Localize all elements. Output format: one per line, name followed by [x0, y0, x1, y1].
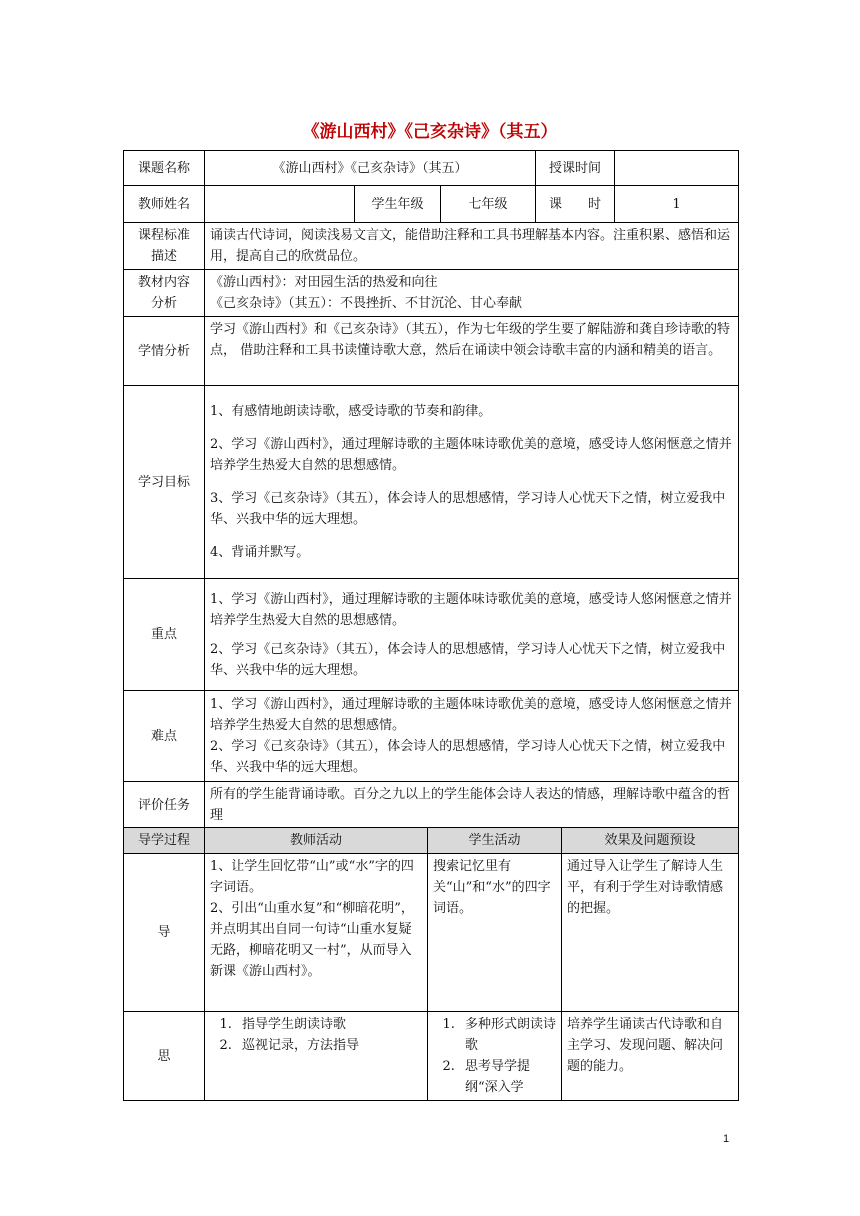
difficulty-label: 难点 — [124, 691, 205, 782]
stage-dao-label: 导 — [124, 854, 205, 1012]
si-effect: 培养学生诵读古代诗歌和自主学习、发现问题、解决问题的能力。 — [562, 1012, 739, 1101]
goal-item: 3、学习《己亥杂诗》（其五），体会诗人的思想感情，学习诗人心忧天下之情，树立爱我中华、兴我中华的远大理想。 — [210, 491, 726, 527]
material-text: 《游山西村》：对田园生活的热爱和向往 《己亥杂诗》（其五）：不畏挫折、不甘沉沦、甘心奉献 — [205, 270, 739, 317]
period-label: 课 时 — [536, 186, 615, 223]
dao-teacher-activity: 1、让学生回忆带“山”或“水”字的四字词语。 2、引出“山重水复”和“柳暗花明”，并点明其出自同一句诗“山重水复疑无路，柳暗花明又一村”，从而导入新课《游山西村》。 — [205, 854, 428, 1012]
difficulty-text: 1、学习《游山西村》，通过理解诗歌的主题体味诗歌优美的意境，感受诗人悠闲惬意之情并培养学生热爱大自然的思想感情。 2、学习《己亥杂诗》（其五），体会诗人的思想感情，学习诗人心忧天下之情，树立爱我中华、兴我中华的远大理想。 — [205, 691, 739, 782]
page-number: 1 — [723, 1133, 730, 1145]
goal-item: 1、有感情地朗读诗歌，感受诗歌的节奏和韵律。 — [210, 404, 492, 419]
document-title: 《游山西村》《己亥杂诗》（其五） — [302, 122, 558, 142]
class-time-label: 授课时间 — [536, 151, 615, 186]
dao-student-activity: 搜索记忆里有关“山”和“水”的四字词语。 — [428, 854, 562, 1012]
course-name-label: 课题名称 — [124, 151, 205, 186]
teacher-label: 教师姓名 — [124, 186, 205, 223]
class-time-value — [615, 151, 739, 186]
grade-label: 学生年级 — [355, 186, 441, 223]
dao-effect: 通过导入让学生了解诗人生平，有利于学生对诗歌情感的把握。 — [562, 854, 739, 1012]
learner-label: 学情分析 — [124, 317, 205, 386]
course-name-value: 《游山西村》《己亥杂诗》（其五） — [205, 151, 536, 186]
goal-item: 4、背诵并默写。 — [210, 545, 310, 560]
stage-si-label: 思 — [124, 1012, 205, 1101]
effect-header: 效果及问题预设 — [562, 828, 739, 854]
goals-text — [205, 386, 739, 579]
standard-label: 课程标准 描述 — [124, 223, 205, 270]
goals-label: 学习目标 — [124, 386, 205, 579]
teacher-activity-header: 教师活动 — [205, 828, 428, 854]
evaluation-label: 评价任务 — [124, 782, 205, 829]
si-student-activity: 1. 多种形式朗读诗歌 2. 思考导学提纲“深入学 — [428, 1012, 562, 1101]
si-teacher-activity: 1. 指导学生朗读诗歌 2. 巡视记录，方法指导 — [205, 1012, 428, 1101]
student-activity-header: 学生活动 — [428, 828, 562, 854]
learner-text: 学习《游山西村》和《己亥杂诗》（其五），作为七年级的学生要了解陆游和龚自珍诗歌的特点， 借助注释和工具书读懂诗歌大意，然后在诵读中领会诗歌丰富的内涵和精美的语言。 — [205, 317, 739, 386]
key-label: 重点 — [124, 579, 205, 691]
standard-text: 诵读古代诗词，阅读浅易文言文，能借助注释和工具书理解基本内容。注重积累、感悟和运用，提高自己的欣赏品位。 — [205, 223, 739, 270]
evaluation-text: 所有的学生能背诵诗歌。百分之九以上的学生能体会诗人表达的情感，理解诗歌中蕴含的哲理 — [205, 782, 739, 829]
teacher-value — [205, 186, 355, 223]
key-text: 1、学习《游山西村》，通过理解诗歌的主题体味诗歌优美的意境，感受诗人悠闲惬意之情并培养学生热爱大自然的思想感情。 2、学习《己亥杂诗》（其五），体会诗人的思想感情，学习诗人心忧天下之情，树立爱我中华、兴我中华的远大理想。 — [205, 579, 739, 691]
process-table — [123, 827, 739, 1101]
goal-item: 2、学习《游山西村》，通过理解诗歌的主题体味诗歌优美的意境，感受诗人悠闲惬意之情并培养学生热爱大自然的思想感情。 — [210, 437, 732, 473]
material-label: 教材内容 分析 — [124, 270, 205, 317]
lesson-plan-table — [123, 150, 739, 829]
grade-value: 七年级 — [441, 186, 536, 223]
period-value: 1 — [615, 186, 739, 223]
process-header: 导学过程 — [124, 828, 205, 854]
